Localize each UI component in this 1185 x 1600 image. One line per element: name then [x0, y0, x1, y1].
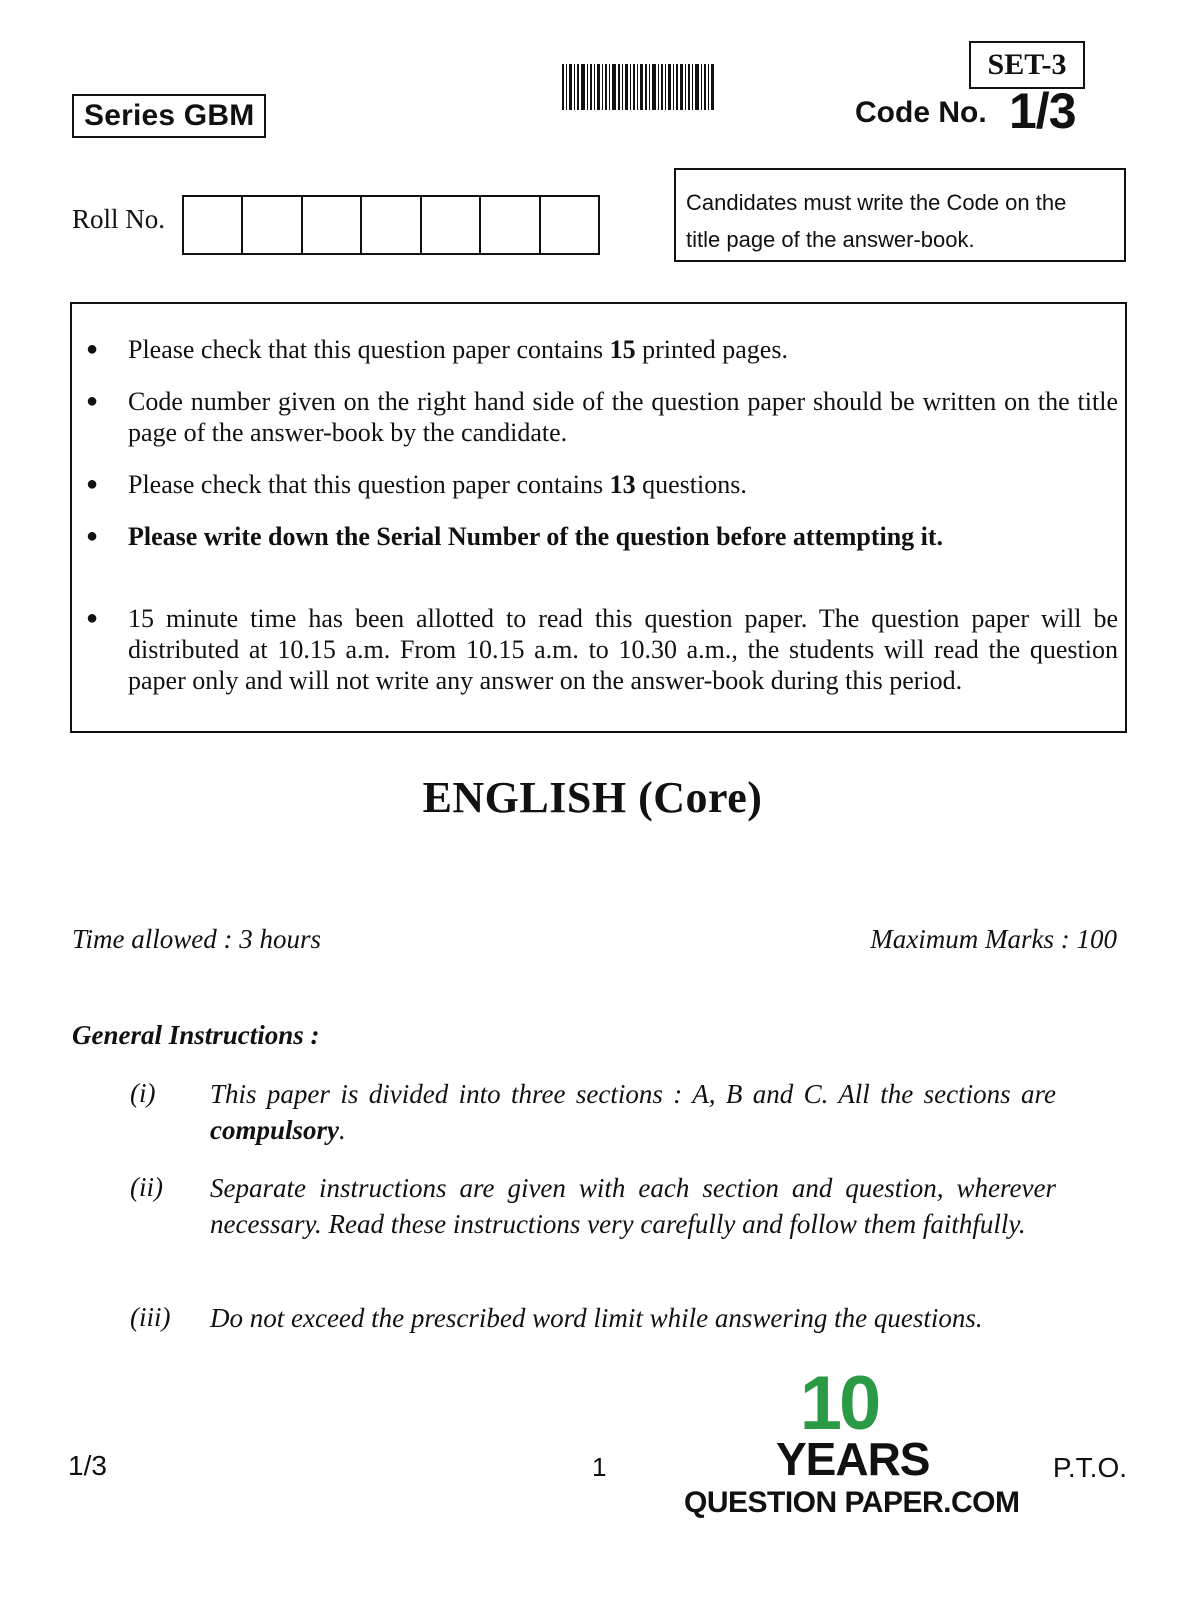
- candidate-note-box: [674, 168, 1126, 262]
- instruction-item: 15 minute time has been allotted to read this question paper. The question paper will be distributed at 10.15 a.m. From 10.15 a.m. to 10.30 a.m., the students will read the question paper only and will not write any answer on the answer-book during this period.: [128, 604, 1118, 695]
- general-instructions-heading: General Instructions :: [72, 1020, 320, 1050]
- instruction-item: Code number given on the right hand side of the question paper should be written on the title page of the answer-book by the candidate.: [128, 387, 1118, 447]
- footer-code: 1/3: [68, 1450, 107, 1481]
- instruction-item: Please write down the Serial Number of the question before attempting it.: [128, 522, 944, 551]
- bullet-icon: ●: [86, 607, 99, 629]
- roll-digit-box[interactable]: [241, 197, 300, 253]
- roll-digit-box[interactable]: [360, 197, 419, 253]
- time-allowed: Time allowed : 3 hours: [72, 924, 322, 954]
- instruction-number: (i): [130, 1078, 156, 1108]
- watermark-logo-number: 10: [799, 1361, 879, 1446]
- code-number: 1/3: [1009, 83, 1076, 139]
- roll-digit-box[interactable]: [420, 197, 479, 253]
- candidate-note-line: title page of the answer-book.: [686, 227, 975, 252]
- set-label: SET-3: [969, 41, 1085, 89]
- general-instruction-item: Separate instructions are given with each section and question, wherever necessary. Read these instructions very carefully and follow them faithfully.: [210, 1173, 1056, 1239]
- roll-number-label: Roll No.: [72, 204, 166, 234]
- instruction-item: Please check that this question paper contains 13 questions.: [128, 470, 747, 499]
- watermark-logo-site: QUESTION PAPER.COM: [684, 1486, 1020, 1519]
- bullet-icon: ●: [86, 525, 99, 547]
- candidate-note-line: Candidates must write the Code on the: [686, 190, 1067, 215]
- roll-digit-box[interactable]: [301, 197, 360, 253]
- roll-digit-box[interactable]: [184, 197, 241, 253]
- general-instruction-item: Do not exceed the prescribed word limit while answering the questions.: [210, 1303, 983, 1333]
- instruction-number: (iii): [130, 1302, 171, 1332]
- watermark-logo-years: YEARS: [776, 1433, 930, 1485]
- bullet-icon: ●: [86, 390, 99, 412]
- pto-label: P.T.O.: [1052, 1452, 1127, 1483]
- instruction-number: (ii): [130, 1172, 163, 1202]
- bullet-icon: ●: [86, 473, 99, 495]
- maximum-marks: Maximum Marks : 100: [870, 924, 1117, 954]
- roll-digit-box[interactable]: [479, 197, 538, 253]
- general-instruction-item: This paper is divided into three sections : A, B and C. All the sections are compulsory.: [210, 1079, 1056, 1145]
- code-label: Code No.: [855, 96, 987, 129]
- page-number: 1: [592, 1452, 607, 1482]
- subject-title: ENGLISH (Core): [422, 773, 763, 822]
- series-label: Series GBM: [72, 94, 266, 138]
- bullet-icon: ●: [86, 338, 99, 360]
- barcode-image: [562, 64, 716, 110]
- roll-number-boxes[interactable]: [182, 195, 600, 255]
- instruction-item: Please check that this question paper contains 15 printed pages.: [128, 335, 788, 364]
- instructions-box: [70, 302, 1127, 733]
- roll-digit-box[interactable]: [539, 197, 598, 253]
